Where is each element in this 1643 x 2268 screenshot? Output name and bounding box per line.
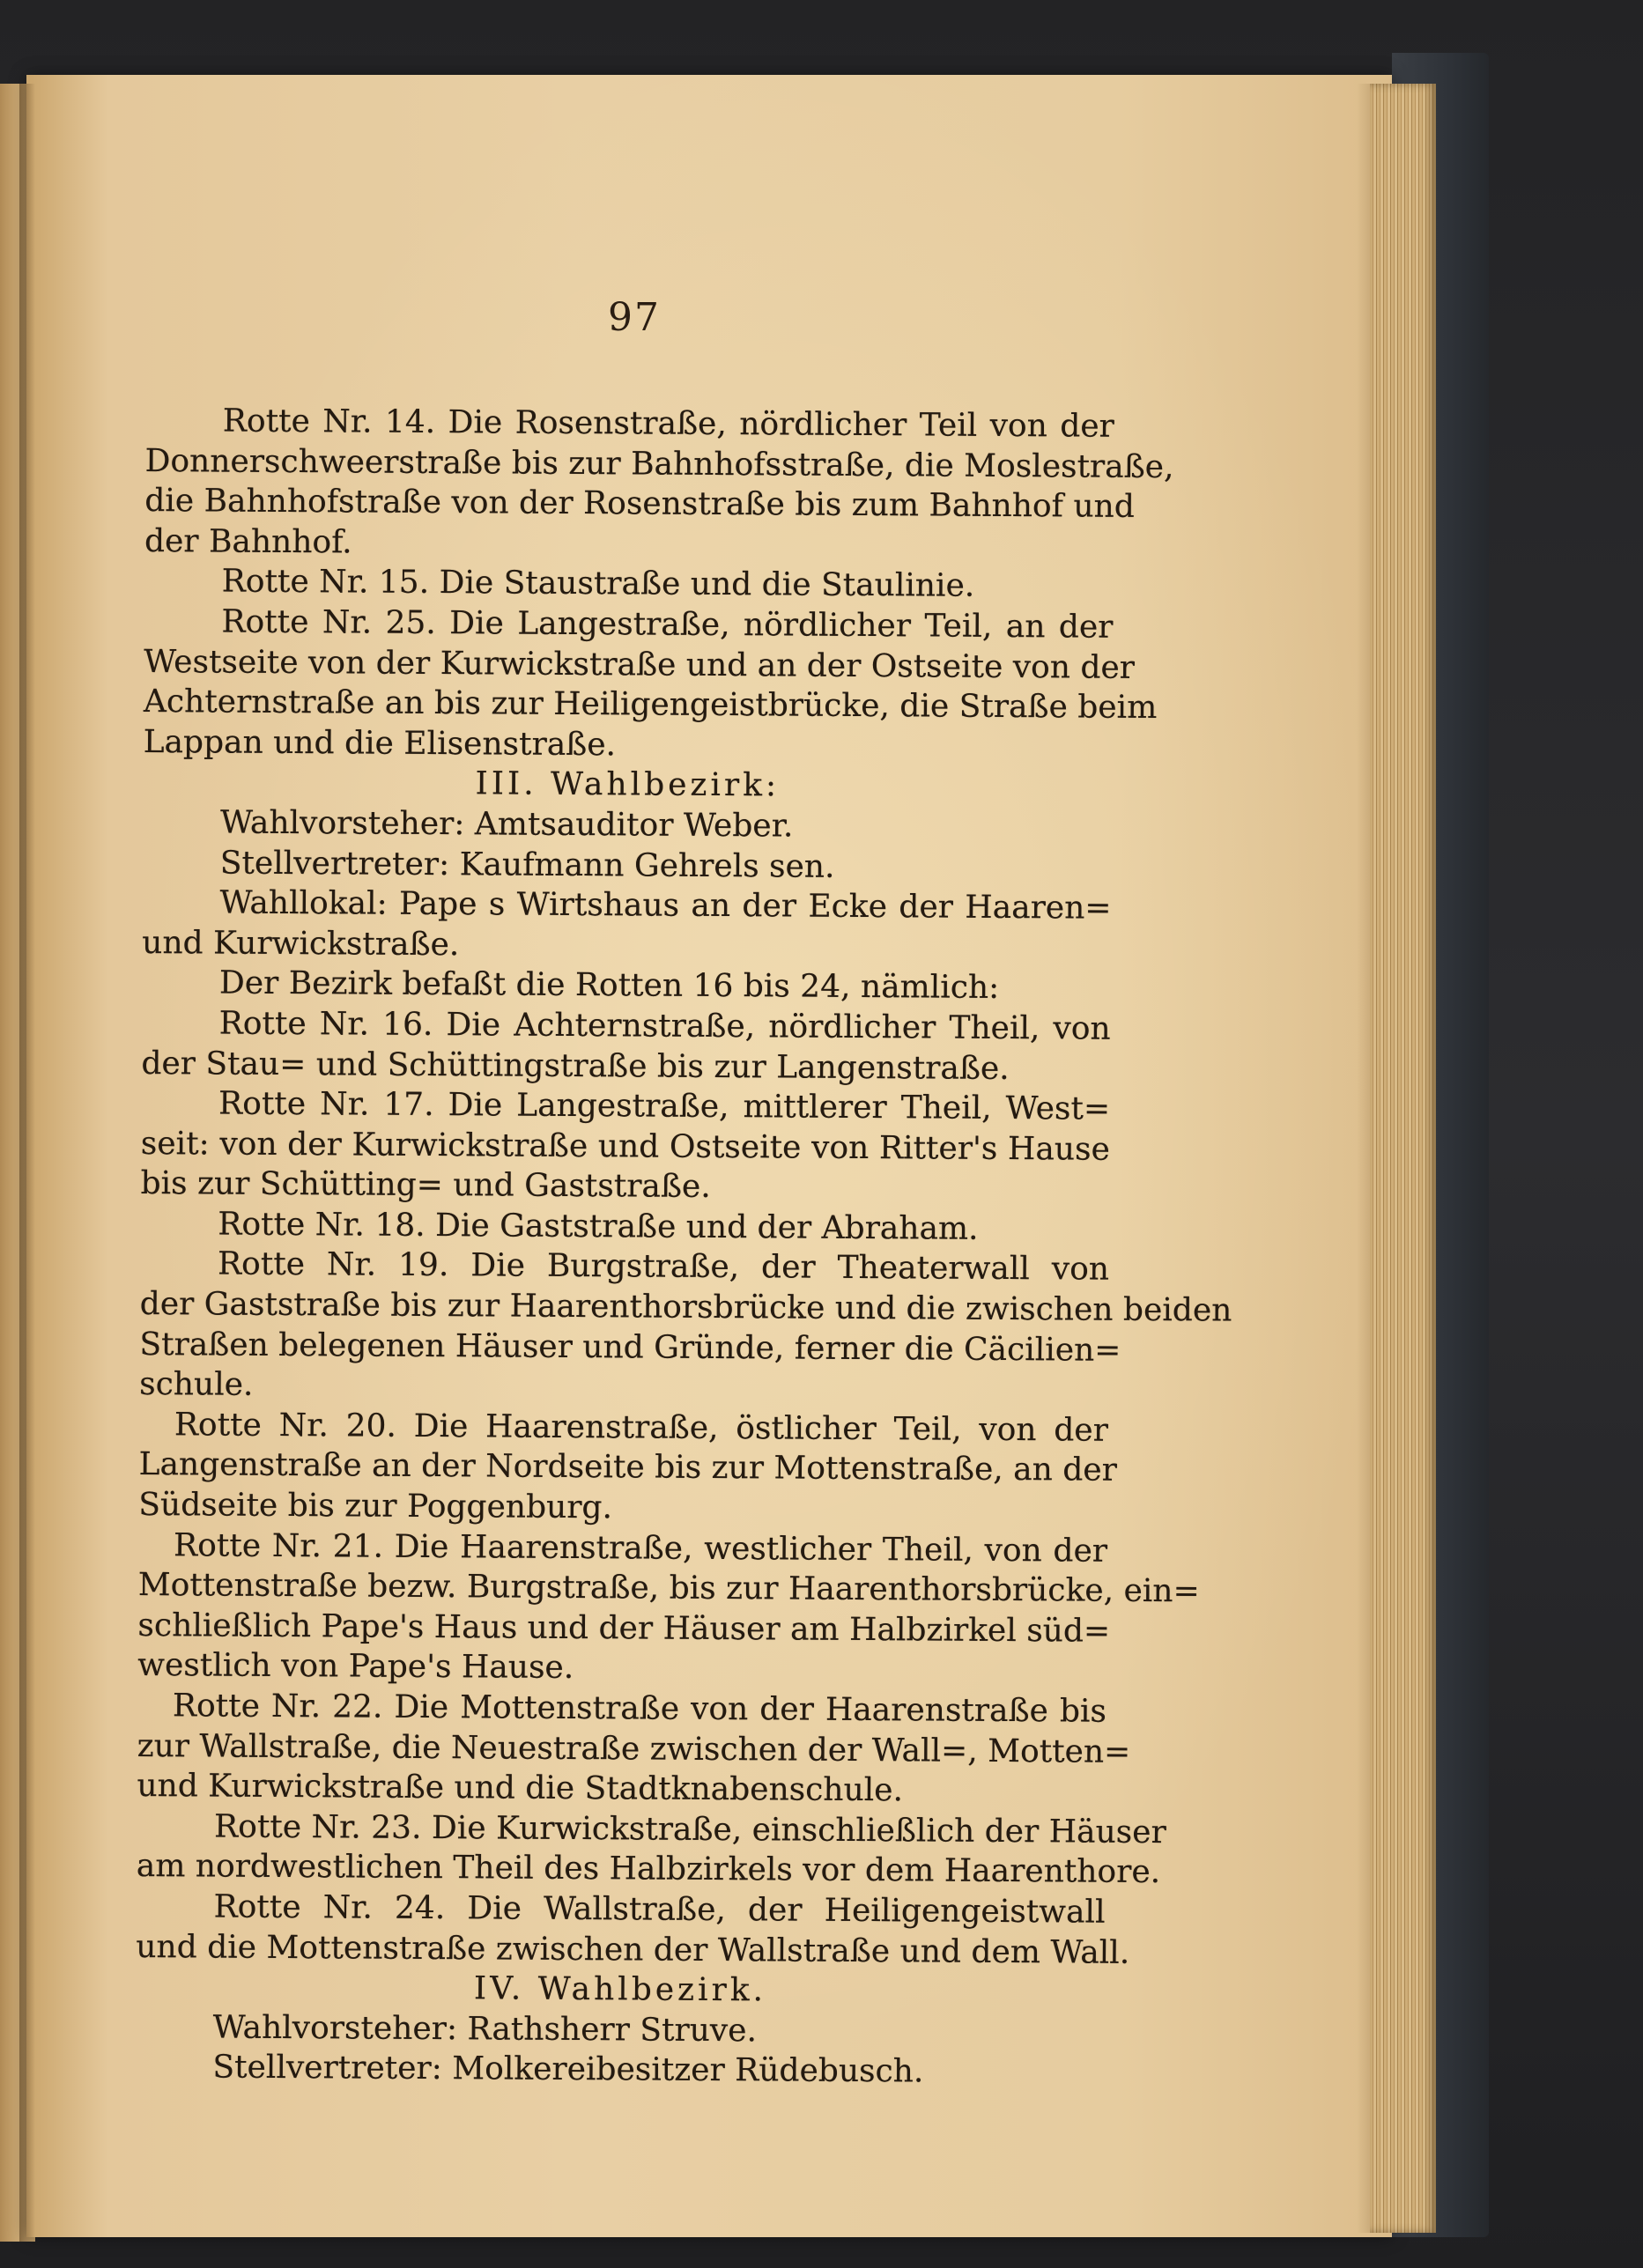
text-line: Mottenstraße bezw. Burgstraße, bis zur Haarenthorsbrücke, ein= (137, 1567, 1200, 1610)
text-line: Rotte Nr. 22. Die Mottenstraße von der Haarenstraße bis (172, 1688, 1107, 1730)
text-line: Rotte Nr. 16. Die Achternstraße, nördlicher Theil, von (218, 1005, 1111, 1047)
text-line: der Gaststraße bis zur Haarenthorsbrücke und die zwischen beiden (139, 1286, 1232, 1329)
section-heading: IV. Wahlbezirk. (473, 1970, 767, 2009)
text-line: Rotte Nr. 14. Die Rosenstraße, nördlicher Teil von der (222, 403, 1114, 445)
text-line: und Kurwickstraße. (142, 924, 460, 963)
text-line: am nordwestlichen Theil des Halbzirkels vor dem Haarenthore. (136, 1848, 1161, 1891)
text-line: Rotte Nr. 17. Die Langestraße, mittlerer Theil, West= (218, 1085, 1111, 1127)
page-text (135, 401, 1232, 2094)
text-line: Rotte Nr. 18. Die Gaststraße und der Abraham. (218, 1206, 979, 1247)
book-gutter-shadow (19, 84, 35, 2242)
text-line: Südseite bis zur Poggenburg. (138, 1487, 613, 1526)
text-line: der Stau= und Schüttingstraße bis zur Langenstraße. (141, 1045, 1010, 1087)
text-line: zur Wallstraße, die Neuestraße zwischen der Wall=, Motten= (137, 1727, 1131, 1770)
text-line: bis zur Schütting= und Gaststraße. (140, 1165, 711, 1206)
text-line: Stellvertreter: Kaufmann Gehrels sen. (219, 845, 835, 885)
page-block-edges (1370, 84, 1436, 2233)
text-line: Westseite von der Kurwickstraße und an der Ostseite von der (144, 643, 1136, 686)
text-line: und die Mottenstraße zwischen der Wallstraße und dem Wall. (136, 1928, 1130, 1971)
text-line: Wahlvorsteher: Rathsherr Struve. (212, 2009, 758, 2050)
text-line: Der Bezirk befaßt die Rotten 16 bis 24, nämlich: (218, 964, 1000, 1007)
text-line: Wahllokal: Pape s Wirtshaus an der Ecke der Haaren= (219, 884, 1112, 927)
page-number: 97 (608, 295, 661, 340)
text-line: Rotte Nr. 15. Die Staustraße und die Staulinie. (221, 563, 975, 605)
text-line: Rotte Nr. 19. Die Burgstraße, der Theaterwall von (217, 1245, 1110, 1289)
text-line: Lappan und die Elisenstraße. (143, 723, 617, 764)
text-line: Langenstraße an der Nordseite bis zur Mottenstraße, an der (138, 1446, 1118, 1489)
text-line: Stellvertreter: Molkereibesitzer Rüdebusch. (212, 2049, 924, 2090)
text-line: Rotte Nr. 23. Die Kurwickstraße, einschließlich der Häuser (213, 1808, 1166, 1851)
text-line: Rotte Nr. 20. Die Haarenstraße, östlicher Teil, von der (174, 1407, 1109, 1449)
text-line: und Kurwickstraße und die Stadtknabenschule. (137, 1768, 904, 1809)
text-line: der Bahnhof. (144, 522, 352, 561)
text-line: Wahlvorsteher: Amtsauditor Weber. (219, 804, 794, 845)
text-line: schule. (139, 1366, 254, 1404)
text-line: Rotte Nr. 21. Die Haarenstraße, westlicher Theil, von der (173, 1526, 1108, 1570)
text-line: Straßen belegenen Häuser und Gründe, ferner die Cäcilien= (139, 1326, 1121, 1369)
text-line: schließlich Pape's Haus und der Häuser am Halbzirkel süd= (137, 1607, 1111, 1650)
text-line: westlich von Pape's Hause. (137, 1647, 574, 1687)
text-line: Rotte Nr. 25. Die Langestraße, nördlicher Teil, an der (221, 603, 1114, 646)
text-line: seit: von der Kurwickstraße und Ostseite von Ritter's Hause (140, 1125, 1110, 1168)
text-line: die Bahnhofstraße von der Rosenstraße bis zum Bahnhof und (144, 483, 1135, 526)
text-line: Rotte Nr. 24. Die Wallstraße, der Heiligengeistwall (213, 1888, 1106, 1931)
book-page (26, 75, 1392, 2237)
text-line: Donnerschweerstraße bis zur Bahnhofsstraße, die Moslestraße, (144, 442, 1174, 485)
section-heading: III. Wahlbezirk: (475, 765, 781, 804)
text-line: Achternstraße an bis zur Heiligengeistbrücke, die Straße beim (143, 683, 1158, 727)
